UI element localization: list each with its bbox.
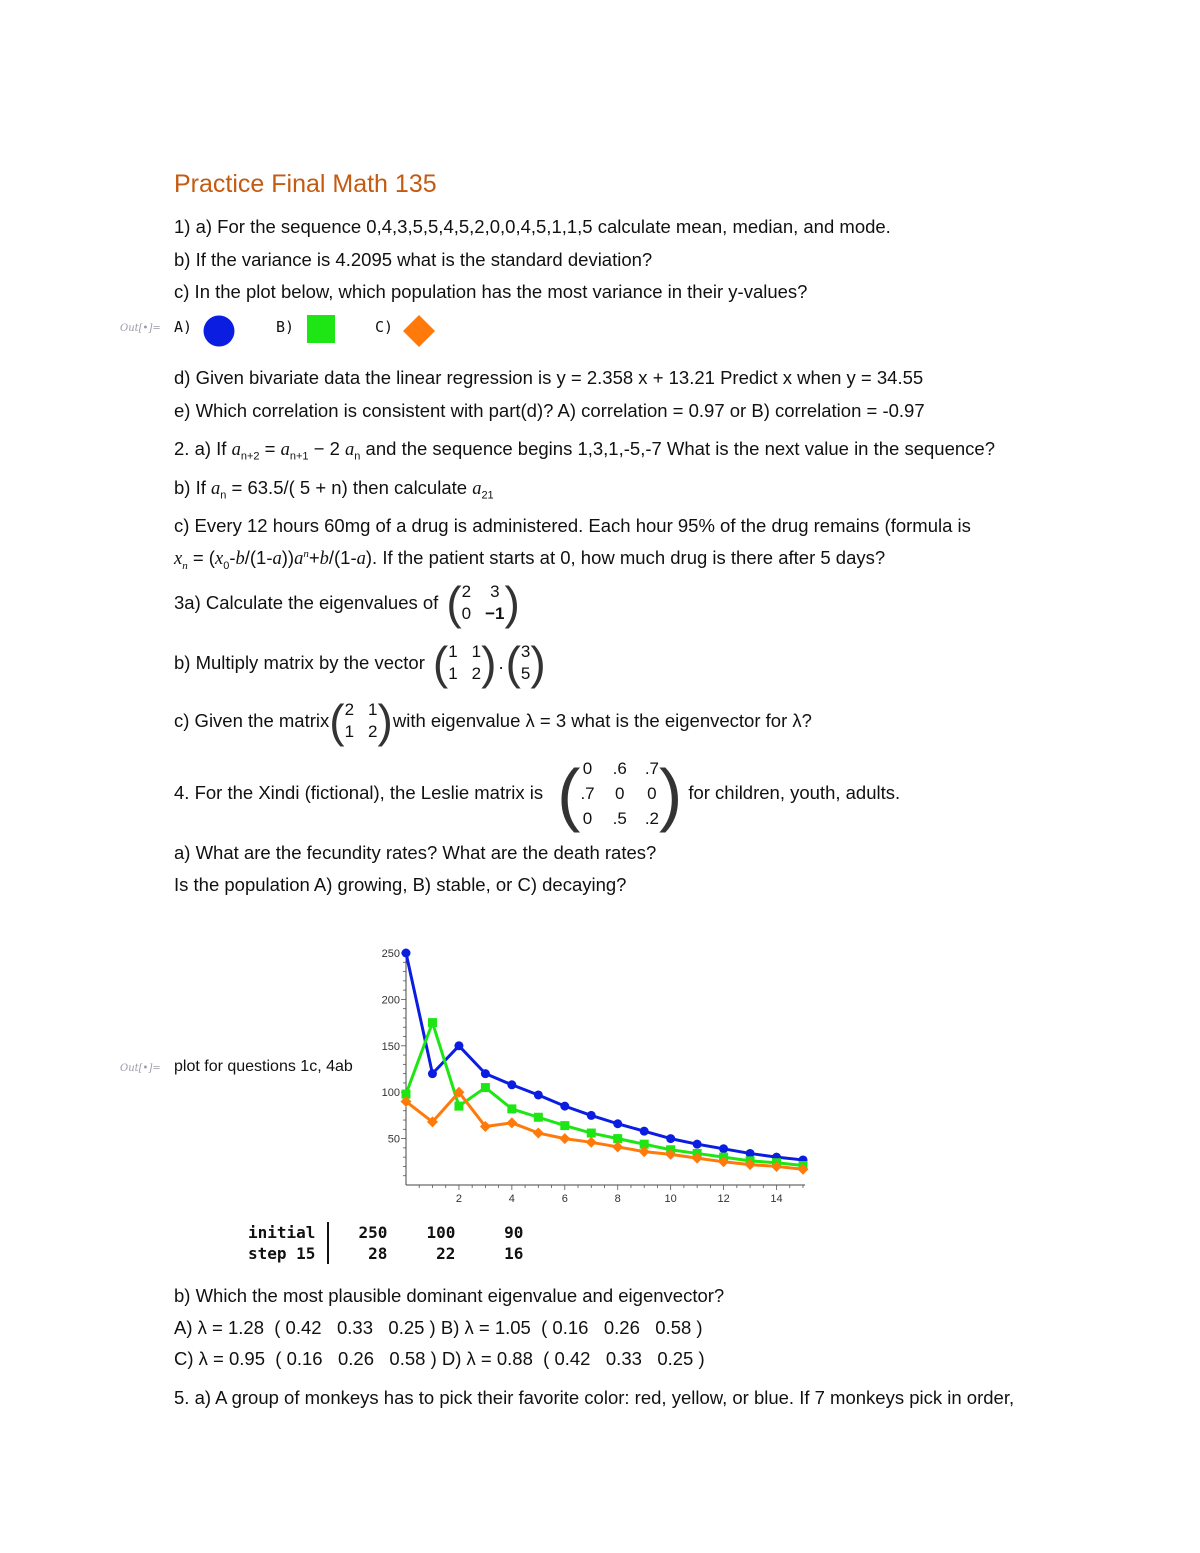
- option-a-label: A): [174, 318, 193, 336]
- q2-a: 2. a) If $a_{n+2} = a_{n+1} - 2$ $a_n$ and the sequence begins 1,3,1,-5,-7 What is the next value in the sequence?: [174, 438, 995, 463]
- matrix-3a: ( 2 3 0 −1 ): [446, 577, 520, 629]
- table-row: [248, 1243, 533, 1264]
- table-cell: 250: [358, 1223, 388, 1242]
- data-point-diamond: [559, 1133, 570, 1144]
- population-line-chart: [360, 935, 820, 1205]
- q1-e: e) Which correlation is consistent with part(d)? A) correlation = 0.97 or B) correlation = -0.97: [174, 400, 925, 421]
- q4-b-options-2: C) λ = 0.95 ( 0.16 0.26 0.58 ) D) λ = 0.88 ( 0.42 0.33 0.25 ): [174, 1348, 705, 1369]
- data-point-circle: [640, 1127, 649, 1136]
- data-point-circle: [719, 1144, 728, 1153]
- q2-b: b) If $a_n = 63.5/$( 5 + n) then calculate $a_{21}$: [174, 477, 494, 502]
- data-point-circle: [534, 1090, 543, 1099]
- data-point-circle: [428, 1069, 437, 1078]
- x-tick-label: 14: [770, 1193, 783, 1205]
- q1-d: d) Given bivariate data the linear regression is y = 2.358 x + 13.21 Predict x when y = 34.55: [174, 367, 924, 388]
- table-row: [248, 1222, 533, 1243]
- q4-b: b) Which the most plausible dominant eigenvalue and eigenvector?: [174, 1285, 725, 1306]
- q3-c: c) Given the matrix ( 2 1 1 2 ) with eigenvalue λ = 3 what is the eigenvector for λ?: [174, 695, 812, 747]
- row-label: step 15: [248, 1243, 328, 1264]
- y-tick-label: 150: [381, 1040, 400, 1053]
- data-point-circle: [693, 1140, 702, 1149]
- series-line-circle: [406, 953, 803, 1160]
- q5-a: 5. a) A group of monkeys has to pick their favorite color: red, yellow, or blue. If 7 monkeys pick in order,: [174, 1387, 1015, 1408]
- table-cell: 100: [426, 1223, 456, 1242]
- data-point-diamond: [612, 1141, 623, 1152]
- q1-a: 1) a) For the sequence 0,4,3,5,5,4,5,2,0,0,4,5,1,1,5 calculate mean, median, and mode.: [174, 216, 891, 237]
- data-point-diamond: [506, 1117, 517, 1128]
- data-point-square: [454, 1102, 463, 1111]
- data-point-circle: [613, 1119, 622, 1128]
- q1-c: c) In the plot below, which population has the most variance in their y-values?: [174, 281, 808, 302]
- x-tick-label: 6: [561, 1193, 568, 1205]
- data-point-circle: [666, 1134, 675, 1143]
- data-point-circle: [481, 1069, 490, 1078]
- q4-b-options-1: A) λ = 1.28 ( 0.42 0.33 0.25 ) B) λ = 1.05 ( 0.16 0.26 0.58 ): [174, 1317, 703, 1338]
- q4-a1: a) What are the fecundity rates? What are the death rates?: [174, 842, 657, 863]
- data-point-circle: [402, 949, 411, 958]
- leslie-matrix: ( 0 .6 .7 .7 0 0 0 .5 .2 ): [557, 754, 683, 833]
- x-tick-label: 4: [508, 1193, 515, 1205]
- plot-caption: plot for questions 1c, 4ab: [174, 1058, 353, 1075]
- data-point-square: [481, 1083, 490, 1092]
- vector-3b: ( 3 5 ): [505, 637, 546, 689]
- q2-c-line2: $x_n = (x_0-b/(1-a))a^n+b/(1-a)$. If the patient starts at 0, how much drug is there after 5 days?: [174, 547, 886, 572]
- table-cell: 16: [504, 1244, 524, 1263]
- option-c-label: C): [375, 318, 394, 336]
- page-title: Practice Final Math 135: [174, 170, 437, 198]
- orange-diamond-icon: [402, 314, 436, 348]
- x-tick-label: 2: [455, 1193, 462, 1205]
- data-point-circle: [560, 1102, 569, 1111]
- green-square-icon: [306, 314, 336, 344]
- series-line-diamond: [406, 1092, 803, 1169]
- y-tick-label: 100: [381, 1087, 400, 1100]
- table-cell: 28: [368, 1244, 388, 1263]
- matrix-3c: ( 2 1 1 2 ): [329, 695, 393, 747]
- data-point-diamond: [533, 1128, 544, 1139]
- data-point-circle: [507, 1080, 516, 1089]
- y-tick-label: 50: [387, 1133, 400, 1146]
- blue-circle-icon: [202, 314, 236, 348]
- data-point-square: [560, 1121, 569, 1130]
- population-table: [248, 1222, 533, 1264]
- option-b-label: B): [276, 318, 295, 336]
- x-tick-label: 12: [717, 1193, 730, 1205]
- x-tick-label: 10: [664, 1193, 677, 1205]
- data-point-square: [587, 1129, 596, 1138]
- table-cell: 22: [436, 1244, 456, 1263]
- data-point-square: [507, 1104, 516, 1113]
- data-point-square: [428, 1018, 437, 1027]
- y-tick-label: 200: [381, 994, 400, 1007]
- cell-marker-plot: Out[•]=: [120, 1063, 161, 1074]
- data-point-circle: [454, 1041, 463, 1050]
- q2-c-line1: c) Every 12 hours 60mg of a drug is administered. Each hour 95% of the drug remains (formula is: [174, 515, 971, 536]
- q1-b: b) If the variance is 4.2095 what is the standard deviation?: [174, 249, 653, 270]
- q3-b: b) Multiply matrix by the vector ( 1 1 1 2 ) . ( 3 5 ): [174, 637, 546, 689]
- row-label: initial: [248, 1222, 328, 1243]
- x-tick-label: 8: [614, 1193, 621, 1205]
- cell-marker: Out[•]=: [120, 323, 161, 334]
- data-point-square: [534, 1113, 543, 1122]
- table-cell: 90: [504, 1223, 524, 1242]
- q4-text: 4. For the Xindi (fictional), the Leslie matrix is ( 0 .6 .7 .7 0 0 0 .5 .2 ) for children, youth, adults.: [174, 754, 901, 833]
- data-point-diamond: [586, 1137, 597, 1148]
- q4-a2: Is the population A) growing, B) stable, or C) decaying?: [174, 874, 627, 895]
- q3-a: 3a) Calculate the eigenvalues of ( 2 3 0 −1 ): [174, 577, 520, 629]
- data-point-circle: [587, 1111, 596, 1120]
- y-tick-label: 250: [381, 948, 400, 960]
- matrix-3b: ( 1 1 1 2 ): [432, 637, 497, 689]
